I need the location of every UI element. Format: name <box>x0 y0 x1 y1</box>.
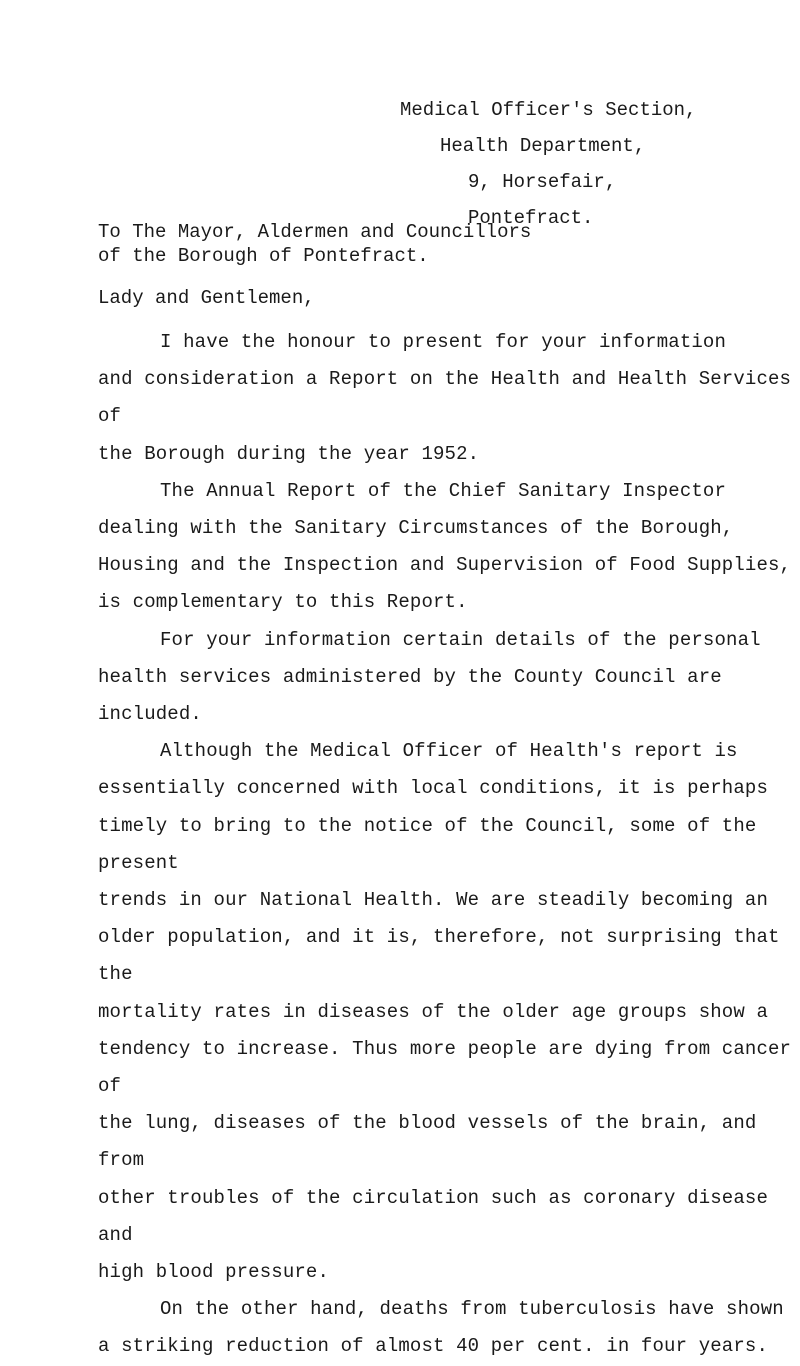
paragraph-county-services: For your information certain details of the personal health services administered by the County Council are included. <box>98 628 761 726</box>
sender-address <box>400 92 780 236</box>
address-line-street: 9, Horsefair, <box>468 171 617 193</box>
salutation: Lady and Gentlemen, <box>98 287 315 309</box>
recipient-line-2: of the Borough of Pontefract. <box>98 245 429 267</box>
recipient-line-1: To The Mayor, Aldermen and Councillors <box>98 221 532 243</box>
address-line-section: Medical Officer's Section, <box>400 99 697 121</box>
recipient-block <box>98 220 778 268</box>
address-line-department: Health Department, <box>440 135 646 157</box>
letter-body <box>98 324 798 1366</box>
paragraph-introduction: I have the honour to present for your information and consideration a Report on the Health and Health Services of the Borough during the year 1952. <box>98 331 792 465</box>
paragraph-sanitary-report: The Annual Report of the Chief Sanitary Inspector dealing with the Sanitary Circumstances of the Borough, Housing and the Inspection and Supervision of Food Supplies, is complementary to this Report. <box>98 479 792 614</box>
paragraph-national-trends: Although the Medical Officer of Health's report is essentially concerned with local conditions, it is perhaps timely to bring to the notice of the Council, some of the present trends in our National Health. We are steadily becoming an older population, and it is, therefore, not surprising that the mortality rates in diseases of the older age groups show a tendency to increase. Thus more people are dying from cancer of the lung, diseases of the blood vessels of the brain, and from other troubles of the circulation such as coronary disease and high blood pressure. <box>98 740 792 1284</box>
paragraph-tuberculosis: On the other hand, deaths from tuberculosis have shown a striking reduction of almost 40 per cent. in four years. <box>98 1298 784 1358</box>
address-line-town: Pontefract. <box>468 207 594 229</box>
